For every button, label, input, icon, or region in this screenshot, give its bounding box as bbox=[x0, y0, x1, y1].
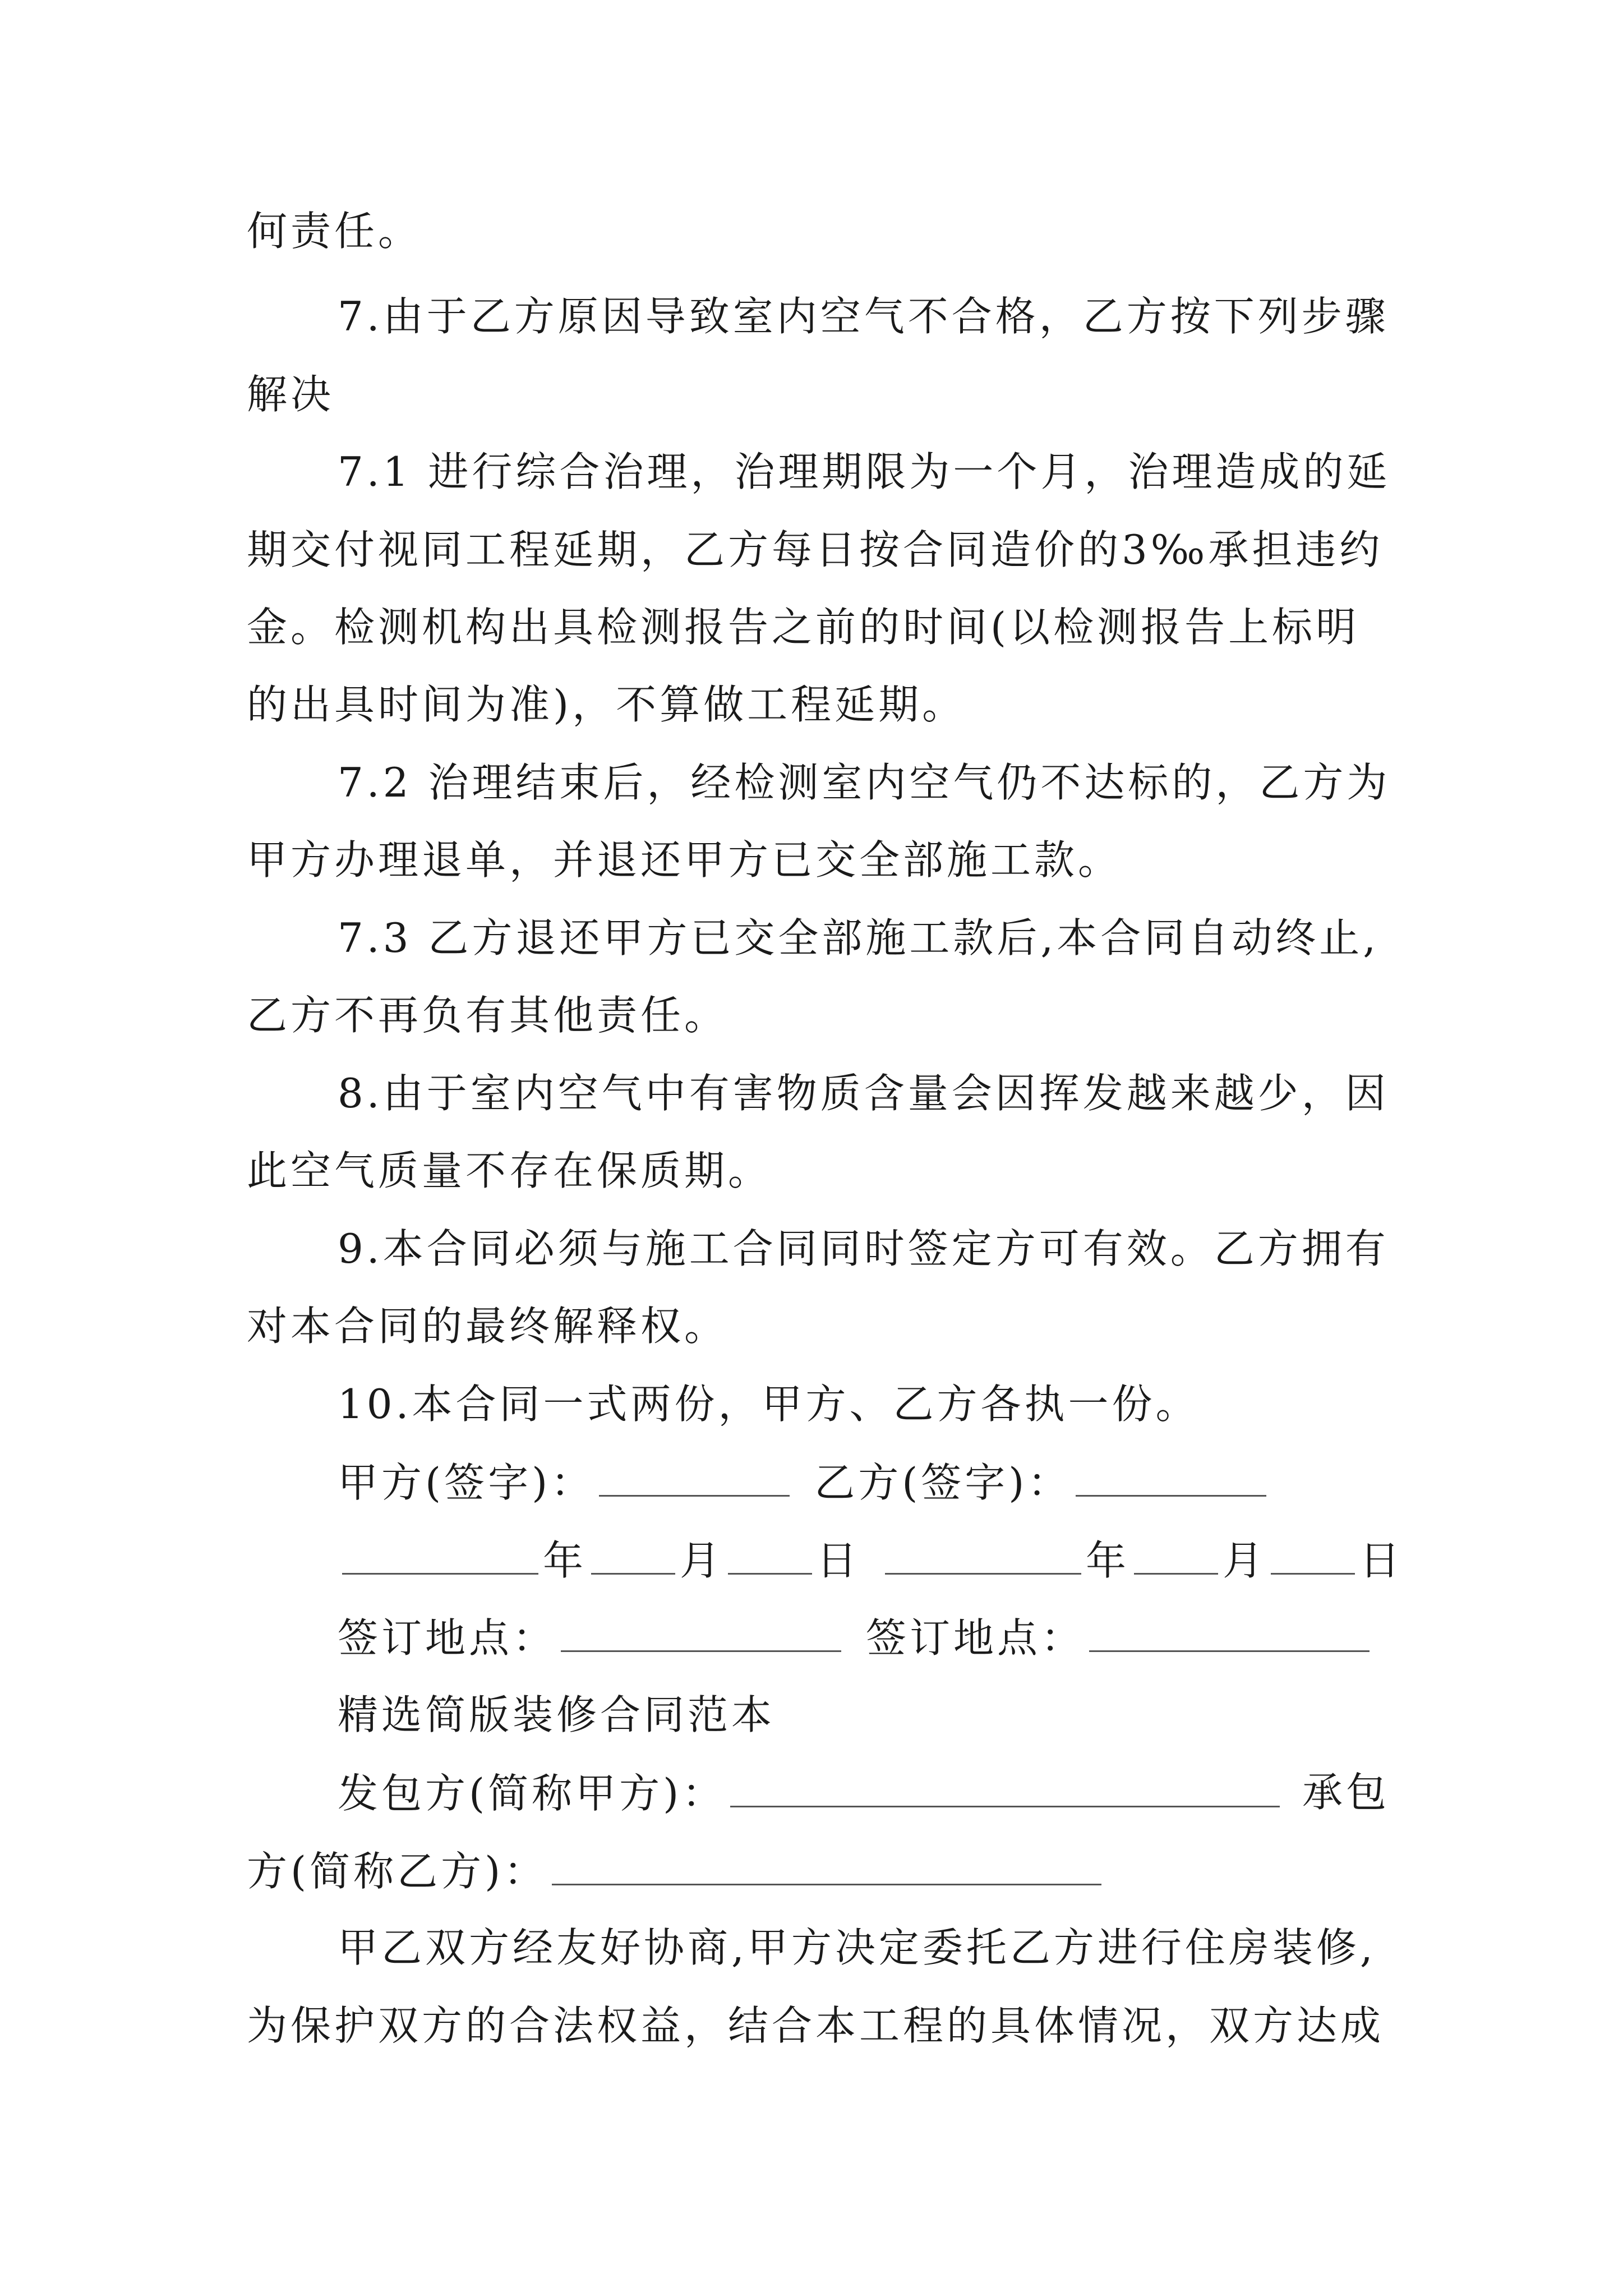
paragraph-line: 解决 bbox=[247, 371, 335, 418]
employer-label: 发包方(简称甲方)： bbox=[338, 1770, 726, 1817]
party-a-place-blank[interactable] bbox=[561, 1617, 841, 1652]
section-title: 精选简版装修合同范本 bbox=[338, 1691, 776, 1738]
paragraph-line: 的出具时间为准)，不算做工程延期。 bbox=[247, 681, 966, 728]
contractor-row bbox=[247, 1848, 1106, 1895]
paragraph-line: 8.由于室内空气中有害物质含量会因挥发越来越少，因 bbox=[338, 1070, 1389, 1117]
year-label: 年 bbox=[543, 1537, 587, 1584]
party-b-month-blank[interactable] bbox=[1134, 1539, 1218, 1575]
date-row bbox=[338, 1537, 1404, 1584]
paragraph-line: 乙方不再负有其他责任。 bbox=[247, 992, 728, 1039]
paragraph-line: 7.2 治理结束后，经检测室内空气仍不达标的，乙方为 bbox=[338, 759, 1391, 806]
contractor-label-start: 承包 bbox=[1302, 1769, 1390, 1816]
party-b-day-blank[interactable] bbox=[1271, 1539, 1355, 1575]
paragraph-line: 10.本合同一式两份，甲方、乙方各执一份。 bbox=[338, 1381, 1200, 1428]
employer-row bbox=[338, 1770, 1284, 1817]
party-b-signature-label: 乙方(签字)： bbox=[814, 1459, 1072, 1506]
paragraph-line: 金。检测机构出具检测报告之前的时间(以检测报告上标明 bbox=[247, 604, 1360, 651]
party-a-day-blank[interactable] bbox=[728, 1539, 812, 1575]
contractor-blank[interactable] bbox=[552, 1850, 1101, 1885]
party-a-year-blank[interactable] bbox=[342, 1539, 538, 1575]
party-b-year-blank[interactable] bbox=[885, 1539, 1081, 1575]
party-a-place-label: 签订地点： bbox=[338, 1614, 557, 1662]
paragraph-line: 甲乙双方经友好协商,甲方决定委托乙方进行住房装修, bbox=[338, 1924, 1376, 1971]
year-label: 年 bbox=[1086, 1537, 1130, 1584]
contractor-label: 方(简称乙方)： bbox=[247, 1848, 548, 1895]
month-label: 月 bbox=[1223, 1537, 1267, 1584]
signature-row bbox=[338, 1459, 1271, 1506]
day-label: 日 bbox=[1359, 1537, 1404, 1584]
paragraph-line: 为保护双方的合法权益，结合本工程的具体情况，双方达成 bbox=[247, 2002, 1385, 2049]
paragraph-line: 7.由于乙方原因导致室内空气不合格，乙方按下列步骤 bbox=[338, 293, 1389, 340]
paragraph-line: 7.1 进行综合治理，治理期限为一个月，治理造成的延 bbox=[338, 448, 1391, 495]
day-label: 日 bbox=[817, 1537, 861, 1584]
paragraph-line: 对本合同的最终解释权。 bbox=[247, 1303, 728, 1350]
paragraph-line: 此空气质量不存在保质期。 bbox=[247, 1147, 772, 1194]
month-label: 月 bbox=[680, 1537, 724, 1584]
employer-blank[interactable] bbox=[730, 1772, 1280, 1807]
paragraph-line: 9.本合同必须与施工合同同时签定方可有效。乙方拥有 bbox=[338, 1225, 1389, 1272]
party-b-signature-blank[interactable] bbox=[1076, 1461, 1266, 1497]
place-row bbox=[338, 1614, 1374, 1662]
paragraph-line: 7.3 乙方退还甲方已交全部施工款后,本合同自动终止, bbox=[338, 914, 1380, 961]
party-a-signature-label: 甲方(签字)： bbox=[338, 1459, 595, 1506]
party-a-signature-blank[interactable] bbox=[599, 1461, 790, 1497]
paragraph-line: 甲方办理退单，并退还甲方已交全部施工款。 bbox=[247, 836, 1122, 884]
paragraph-line: 期交付视同工程延期，乙方每日按合同造价的3‰承担违约 bbox=[247, 526, 1384, 573]
paragraph-line: 何责任。 bbox=[247, 208, 422, 255]
party-b-place-blank[interactable] bbox=[1089, 1617, 1370, 1652]
party-b-place-label: 签订地点： bbox=[866, 1614, 1085, 1662]
party-a-month-blank[interactable] bbox=[591, 1539, 675, 1575]
